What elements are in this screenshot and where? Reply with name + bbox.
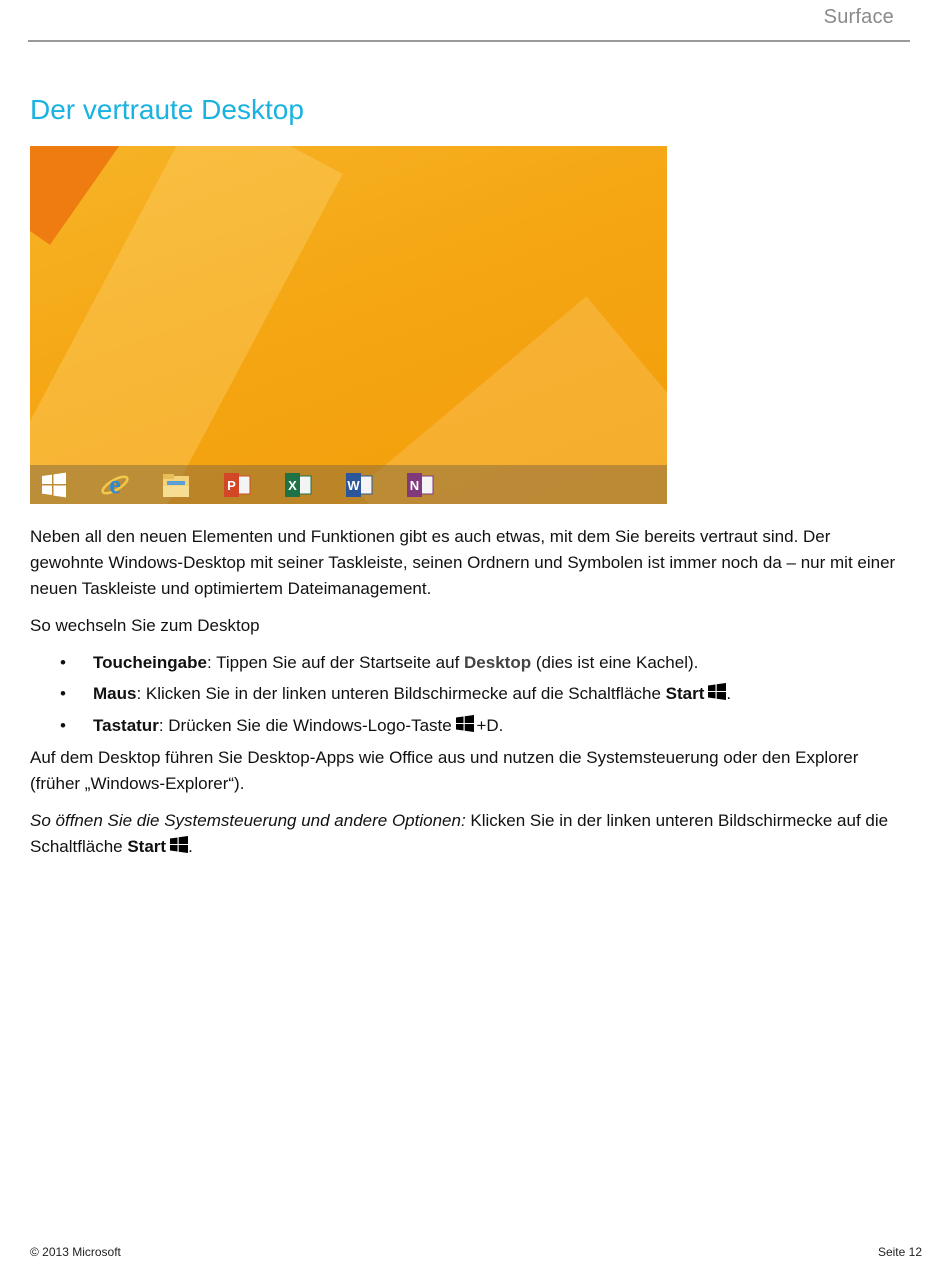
paragraph-text: . [188, 837, 193, 856]
desktop-screenshot [30, 146, 667, 504]
svg-text:N: N [409, 477, 420, 493]
svg-text:P: P [227, 477, 236, 493]
powerpoint-icon [222, 470, 252, 500]
list-item-text: +D. [476, 716, 504, 735]
start-label: Start [665, 684, 705, 703]
bullet-icon: • [60, 716, 66, 735]
term-label: Maus [93, 684, 137, 703]
desktop-apps-paragraph: Auf dem Desktop führen Sie Desktop-Apps wie Office aus und nutzen die Systemsteuerung oder den Explorer (früher „Windows-Explorer“). [30, 748, 859, 793]
page-number: Seite 12 [877, 1245, 922, 1259]
switch-heading: So wechseln Sie zum Desktop [30, 616, 260, 635]
body-text [30, 524, 900, 872]
intro-paragraph: Neben all den neuen Elementen und Funktionen gibt es auch etwas, mit dem Sie bereits vertraut sind. Der gewohnte Windows-Desktop mit seiner Taskleiste, seinen Ordnern und Symbolen ist immer noch da – nur mit einer neuen Taskleiste und optimiertem Dateimanagement. [30, 527, 896, 598]
taskbar [30, 465, 667, 504]
control-panel-paragraph [30, 808, 900, 861]
list-item-text: (dies ist eine Kachel). [531, 653, 699, 672]
svg-text:W: W [347, 477, 360, 493]
onenote-icon [405, 470, 435, 500]
windows-logo-icon [170, 835, 188, 861]
list-item [30, 650, 900, 676]
header-divider [28, 40, 910, 42]
word-icon [344, 470, 374, 500]
excel-icon [283, 470, 313, 500]
bullet-icon: • [60, 684, 66, 703]
svg-text:X: X [288, 477, 297, 493]
brand-logo: Surface [823, 6, 894, 28]
switch-methods-list [30, 650, 900, 740]
term-label: Toucheingabe [93, 653, 207, 672]
desktop-tile-label: Desktop [464, 653, 532, 672]
page-title: Der vertraute Desktop [30, 94, 304, 125]
copyright: © 2013 Microsoft [30, 1245, 121, 1259]
term-label: Tastatur [93, 716, 159, 735]
wallpaper-band [30, 146, 130, 245]
windows-start-icon [39, 470, 69, 500]
svg-text:e: e [109, 469, 121, 499]
control-panel-lead: So öffnen Sie die Systemsteuerung und andere Optionen: [30, 811, 466, 830]
list-item [30, 681, 900, 708]
bullet-icon: • [60, 653, 66, 672]
windows-logo-icon [708, 682, 726, 708]
windows-logo-icon [456, 714, 474, 740]
list-item-text: : Drücken Sie die Windows-Logo-Taste [158, 716, 457, 735]
paragraph-text: Klicken Sie in der linken unteren Bildschirmecke auf die Schaltfläche [30, 811, 889, 856]
file-explorer-icon [161, 470, 191, 500]
start-label: Start [127, 837, 167, 856]
internet-explorer-icon [100, 470, 130, 500]
list-item-text: : Klicken Sie in der linken unteren Bildschirmecke auf die Schaltfläche [136, 684, 666, 703]
list-item-text: . [726, 684, 732, 703]
list-item [30, 713, 900, 740]
list-item-text: : Tippen Sie auf der Startseite auf [206, 653, 465, 672]
